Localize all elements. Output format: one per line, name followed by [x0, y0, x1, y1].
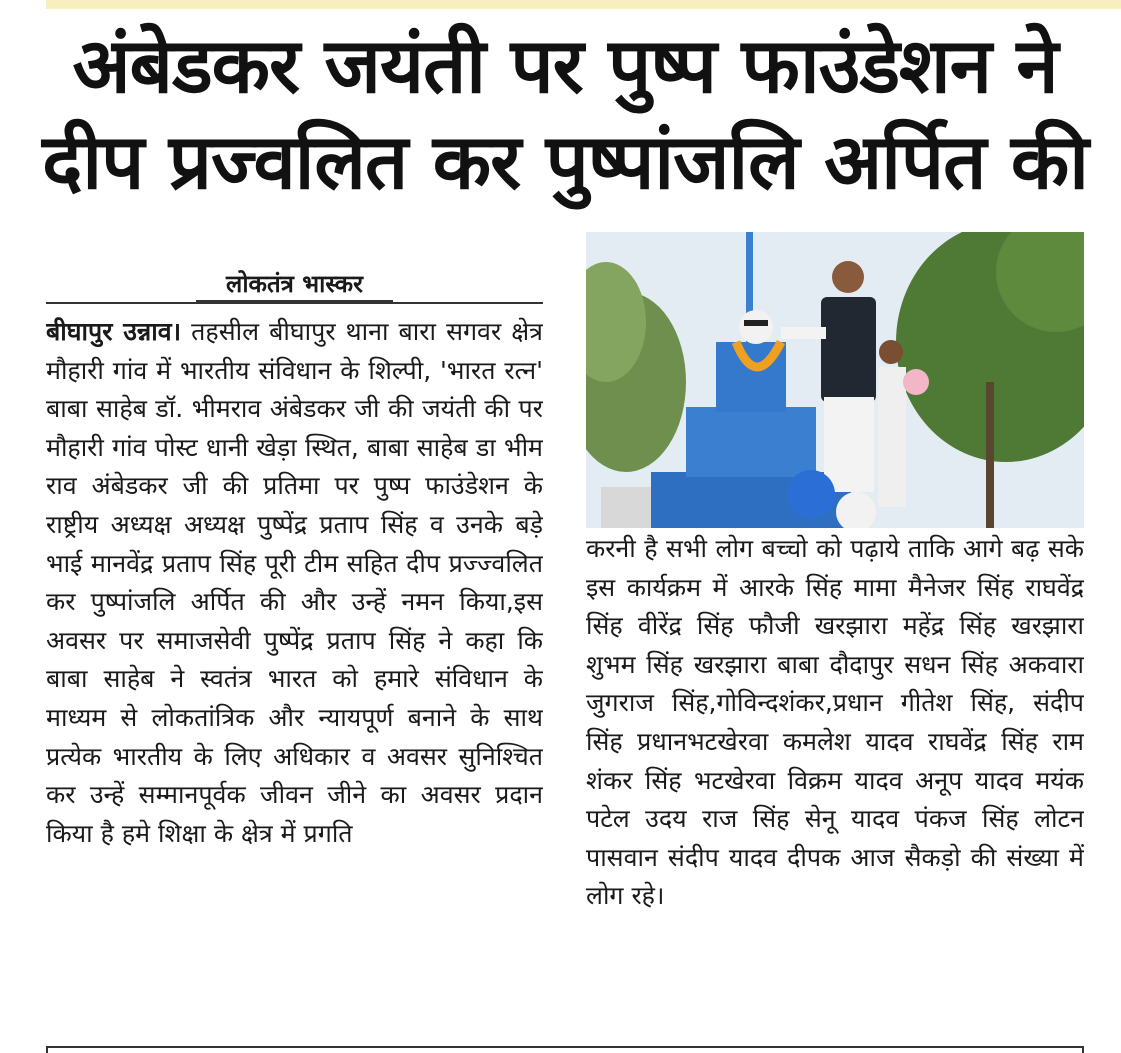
article-paragraph-right: करनी है सभी लोग बच्चो को पढ़ाये ताकि आगे बढ़ सके इस कार्यक्रम में आरके सिंह मामा मैनेजर सिंह राघवेंद्र सिंह वीरेंद्र सिंह फौजी खरझारा महेंद्र सिंह खरझारा शुभम सिंह खरझारा बाबा दौदापुर सधन सिंह अकवारा जुगराज सिंह,गोविन्दशंकर,प्रधान गीतेश सिंह, संदीप सिंह प्रधानभटखेरवा कमलेश यादव राघवेंद्र सिंह राम शंकर सिंह भटखेरवा विक्रम यादव अनूप यादव मयंक पटेल उदय राज सिंह सेनू यादव पंकज सिंह लोटन पासवान संदीप यादव दीपक आज सैकड़ो की संख्या में लोग रहे।: [586, 534, 1084, 911]
photo-person2-head: [879, 340, 903, 364]
photo-person2-body: [878, 367, 906, 507]
article-paragraph-left: [46, 313, 543, 853]
photo-person-vest: [821, 297, 876, 402]
photo-tree-trunk: [986, 382, 994, 528]
photo-statue-glasses: [744, 320, 768, 326]
photo-illustration: [586, 232, 1084, 528]
bottom-border: [46, 1046, 1084, 1053]
article-column-right: [586, 530, 1084, 1040]
photo-statue-head: [739, 310, 773, 344]
article-text-left: तहसील बीघापुर थाना बारा सगवर क्षेत्र मौहारी गांव में भारतीय संविधान के शिल्पी, 'भारत रत्न' बाबा साहेब डॉ. भीमराव अंबेडकर जी की जयंती की पर मौहारी गांव पोस्ट धानी खेड़ा स्थित, बाबा साहेब डा भीम राव अंबेडकर जी की प्रतिमा पर पुष्प फाउंडेशन के राष्ट्रीय अध्यक्ष अध्यक्ष पुष्पेंद्र प्रताप सिंह व उनके बड़े भाई मानवेंद्र प्रताप सिंह पूरी टीम सहित दीप प्रज्ज्वलित कर पुष्पांजलि अर्पित की और उन्हें नमन किया,इस अवसर पर समाजसेवी पुष्पेंद्र प्रताप सिंह ने कहा कि बाबा साहेब ने स्वतंत्र भारत को हमारे संविधान के माध्यम से लोकतांत्रिक और न्यायपूर्ण बनाने के साथ प्रत्येक भारतीय के लिए अधिकार व अवसर सुनिश्चित कर उन्हें सम्मानपूर्वक जीवन जीने का अवसर प्रदान किया है हमे शिक्षा के क्षेत्र में प्रगति: [46, 317, 543, 848]
photo-person-arm: [781, 327, 826, 339]
top-color-band: [46, 0, 1121, 9]
photo-person-legs: [824, 397, 874, 492]
dateline: बीघापुर उन्नाव।: [46, 317, 182, 346]
photo-person-head: [832, 261, 864, 293]
news-photo: [586, 232, 1084, 528]
photo-statue-pedestal: [686, 407, 816, 477]
photo-building: [601, 487, 656, 528]
headline-line-1: अंबेडकर जयंती पर पुष्प फाउंडेशन ने: [72, 21, 1058, 110]
photo-balloon-pink: [903, 369, 929, 395]
source-header: [46, 268, 543, 304]
photo-balloon-blue: [787, 470, 835, 518]
source-name: लोकतंत्र भास्कर: [46, 268, 543, 300]
headline-line-2: दीप प्रज्वलित कर पुष्पांजलि अर्पित की: [42, 117, 1088, 206]
headline: [30, 18, 1100, 210]
article-column-left: [46, 313, 543, 1041]
